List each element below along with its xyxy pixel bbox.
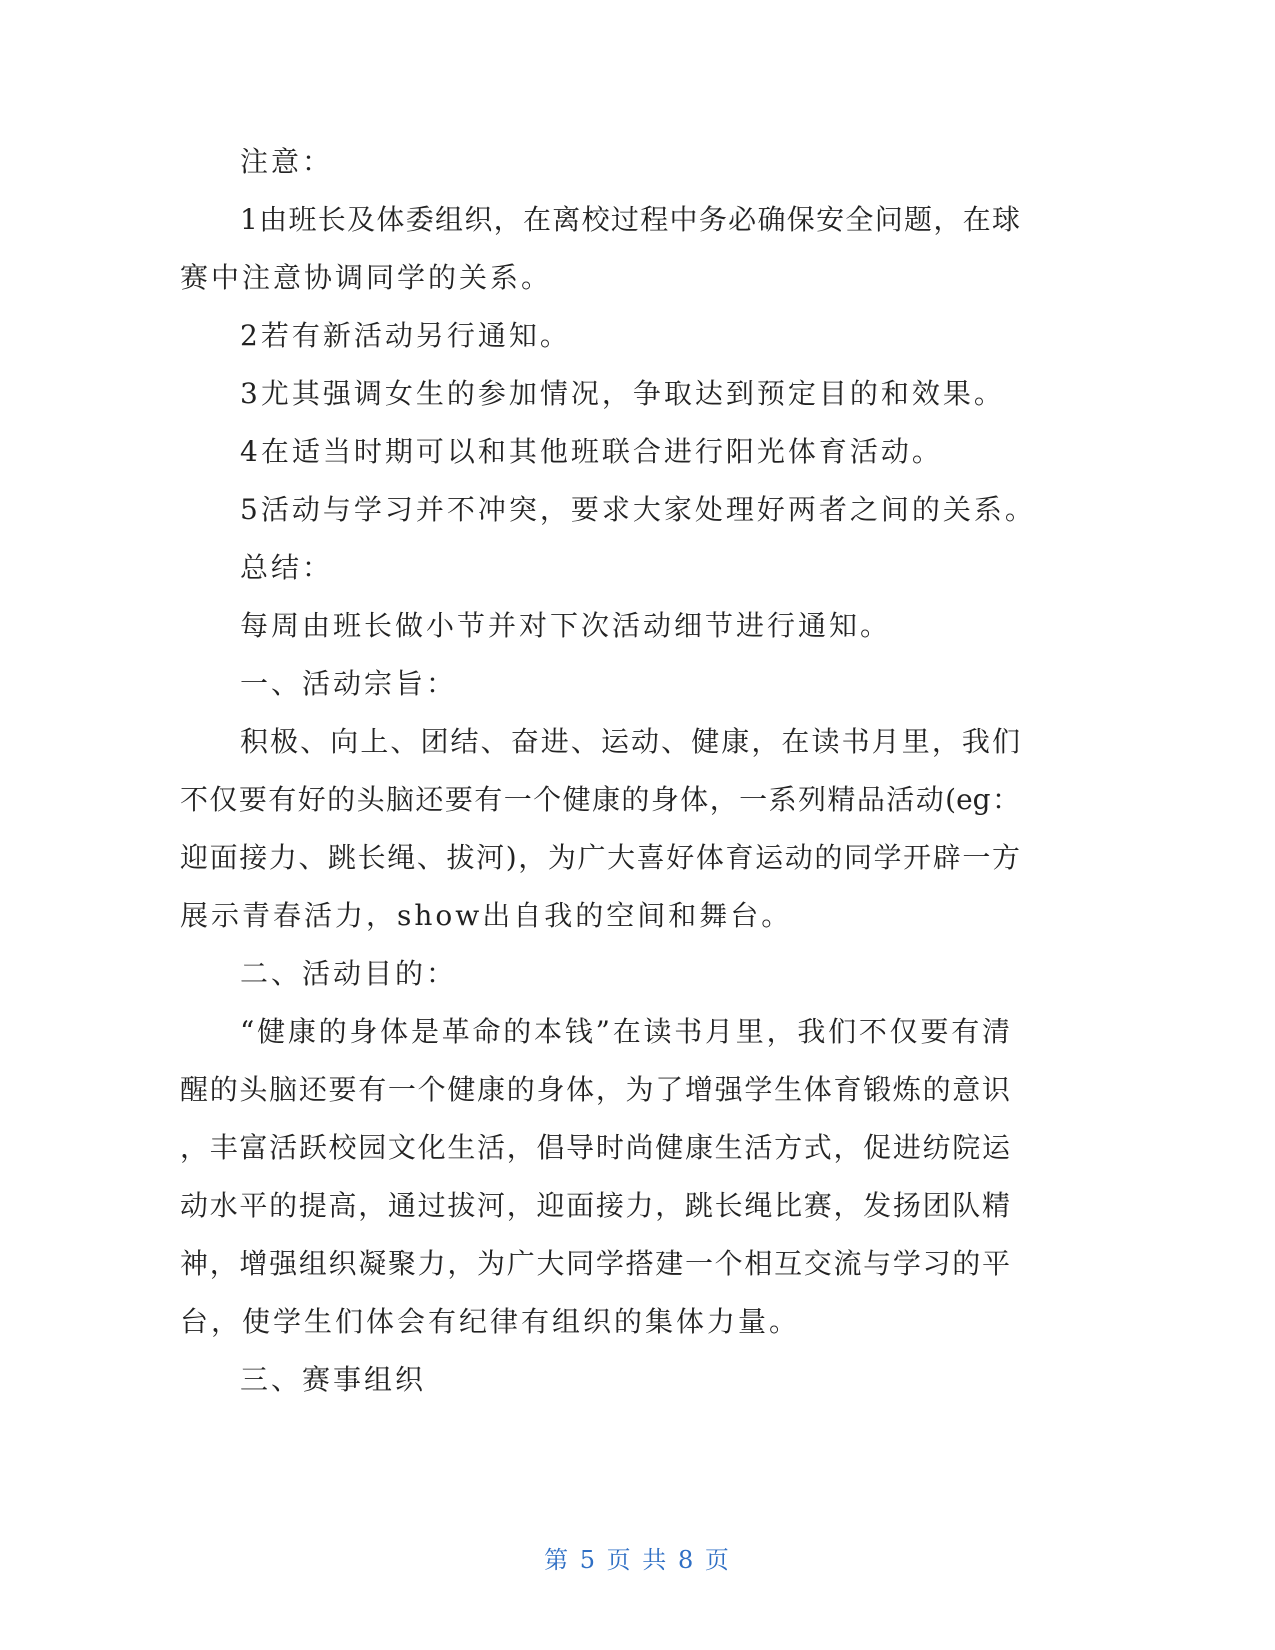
purpose-paragraph-line: 不仅要有好的头脑还要有一个健康的身体，一系列精品活动(eg： [180, 783, 1020, 816]
heading-purpose: 一、活动宗旨： [240, 667, 458, 700]
note-item-2: 2若有新活动另行通知。 [240, 319, 571, 352]
heading-organization: 三、赛事组织 [240, 1363, 427, 1396]
note-item-4: 4在适当时期可以和其他班联合进行阳光体育活动。 [240, 435, 943, 468]
purpose-paragraph-line: 迎面接力、跳长绳、拔河)，为广大喜好体育运动的同学开辟一方 [180, 841, 1020, 874]
goal-paragraph-line: 动水平的提高，通过拔河，迎面接力，跳长绳比赛，发扬团队精 [180, 1189, 1010, 1222]
heading-summary: 总结： [240, 551, 334, 584]
page-number-footer: 第 5 页 共 8 页 [544, 1546, 731, 1574]
note-item-3: 3尤其强调女生的参加情况，争取达到预定目的和效果。 [240, 377, 1005, 410]
goal-paragraph-line: 醒的头脑还要有一个健康的身体，为了增强学生体育锻炼的意识 [180, 1073, 1010, 1106]
heading-notes: 注意： [240, 145, 334, 178]
summary-text: 每周由班长做小节并对下次活动细节进行通知。 [240, 609, 892, 642]
note-item-1-continued: 赛中注意协调同学的关系。 [180, 261, 553, 294]
note-item-5: 5活动与学习并不冲突，要求大家处理好两者之间的关系。 [240, 493, 1036, 526]
heading-goal: 二、活动目的： [240, 957, 458, 990]
purpose-paragraph-line: 展示青春活力，show出自我的空间和舞台。 [180, 899, 793, 932]
goal-paragraph-line: 台，使学生们体会有纪律有组织的集体力量。 [180, 1305, 801, 1338]
note-item-1: 1由班长及体委组织，在离校过程中务必确保安全问题，在球 [240, 203, 1020, 236]
purpose-paragraph-line: 积极、向上、团结、奋进、运动、健康，在读书月里，我们 [240, 725, 1020, 758]
goal-paragraph-line: 神，增强组织凝聚力，为广大同学搭建一个相互交流与学习的平 [180, 1247, 1010, 1280]
goal-paragraph-line: ，丰富活跃校园文化生活，倡导时尚健康生活方式，促进纺院运 [180, 1131, 1010, 1164]
goal-paragraph-line: “健康的身体是革命的本钱”在读书月里，我们不仅要有清 [240, 1015, 1010, 1048]
